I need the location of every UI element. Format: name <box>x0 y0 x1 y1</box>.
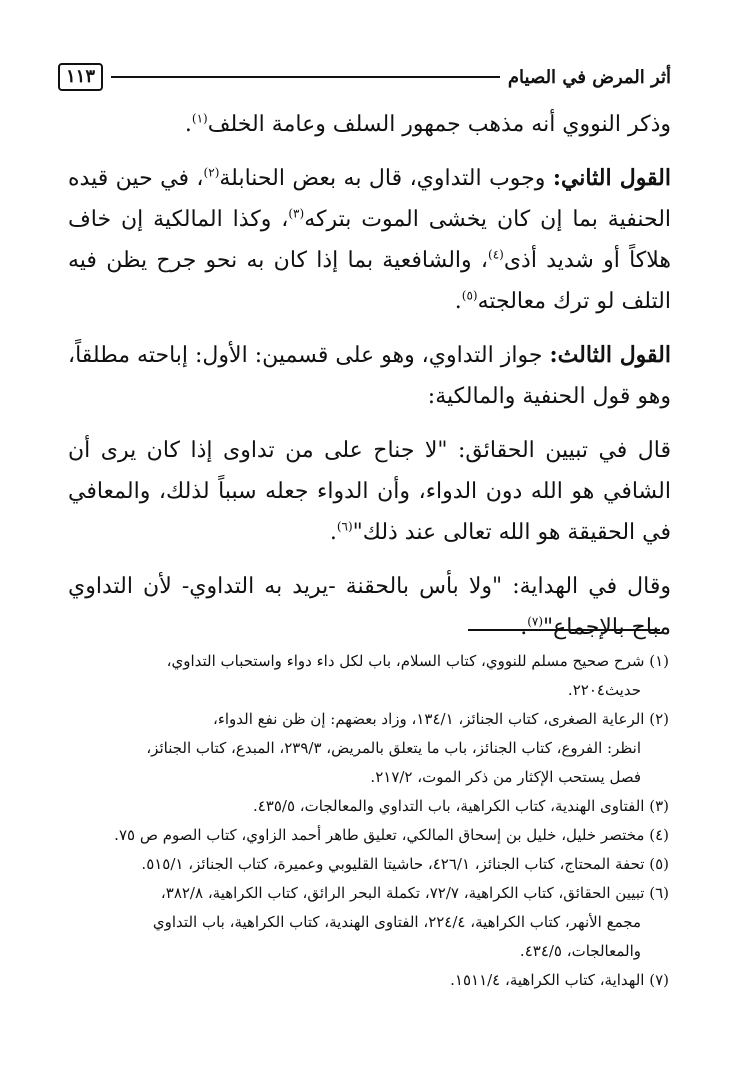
paragraph-5 <box>68 566 671 648</box>
paragraph-text: جواز التداوي، وهو على قسمين: الأول: إباحته مطلقاً، وهو قول الحنفية والمالكية: <box>68 343 671 409</box>
footnote-text: (٦) تبيين الحقائق، كتاب الكراهية، ٧٢/٧، تكملة البحر الرائق، كتاب الكراهية، ٣٨٢/٨، <box>160 884 669 902</box>
footnote-ref: (٣) <box>288 206 305 221</box>
footnote-ref: (٤) <box>488 247 504 262</box>
footnote-text: (٤) مختصر خليل، خليل بن إسحاق المالكي، تعليق طاهر أحمد الزاوي، كتاب الصوم ص ٧٥. <box>114 826 669 844</box>
paragraph-4 <box>68 430 671 553</box>
footnote-ref: (٢) <box>203 165 220 180</box>
footnote-6 <box>68 880 669 906</box>
paragraph-1 <box>68 104 671 145</box>
paragraph-text: ، والشافعية بما إذا كان به نحو جرح يظن فيه التلف لو ترك معالجته <box>68 248 671 314</box>
footnote-ref: (١) <box>191 111 208 126</box>
header-rule <box>111 76 500 78</box>
footnote-ref: (٦) <box>336 519 353 534</box>
main-text <box>68 104 671 661</box>
footnote-text: فصل يستحب الإكثار من ذكر الموت، ٢١٧/٢. <box>370 768 641 786</box>
footnote-text: مجمع الأنهر، كتاب الكراهية، ٢٢٤/٤، الفتاوى الهندية، كتاب الكراهية، باب التداوي <box>152 913 641 931</box>
footnote-ref: (٧) <box>527 614 544 629</box>
page-number: ١١٣ <box>58 63 103 91</box>
footnote-6-continued <box>68 938 669 964</box>
footnote-ref: (٥) <box>461 288 478 303</box>
footnote-text: (٣) الفتاوى الهندية، كتاب الكراهية، باب التداوي والمعالجات، ٤٣٥/٥. <box>252 797 669 815</box>
footnotes <box>68 648 669 996</box>
footnote-2-continued <box>68 764 669 790</box>
footnote-2 <box>68 706 669 732</box>
footnote-6-continued <box>68 909 669 935</box>
footnote-text: (٢) الرعاية الصغرى، كتاب الجنائز، ١٣٤/١، وزاد بعضهم: إن ظن نفع الدواء، <box>212 710 669 728</box>
footnote-1 <box>68 648 669 674</box>
period: . <box>520 615 528 640</box>
footnote-separator <box>468 629 660 631</box>
paragraph-text: وذكر النووي أنه مذهب جمهور السلف وعامة الخلف <box>207 112 671 137</box>
paragraph-text: قال في تبيين الحقائق: "لا جناح على من تداوى إذا كان يرى أن الشافي هو الله دون الدواء، وأن الدواء جعله سبباً لذلك، والمعافي في الحقيقة هو الله تعالى عند ذلك" <box>68 438 671 545</box>
footnote-1-continued <box>68 677 669 703</box>
paragraph-text: وجوب التداوي، قال به بعض الحنابلة <box>219 166 553 191</box>
footnote-text: (٧) الهداية، كتاب الكراهية، ١٥١١/٤. <box>450 971 669 989</box>
footnote-7 <box>68 967 669 993</box>
paragraph-2 <box>68 158 671 322</box>
footnote-2-continued <box>68 735 669 761</box>
footnote-text: انظر: الفروع، كتاب الجنائز، باب ما يتعلق بالمريض، ٢٣٩/٣، المبدع، كتاب الجنائز، <box>146 739 641 757</box>
period: . <box>329 520 337 545</box>
footnote-5 <box>68 851 669 877</box>
footnote-text: (١) شرح صحيح مسلم للنووي، كتاب السلام، باب لكل داء دواء واستحباب التداوي، <box>166 652 669 670</box>
period: . <box>184 112 192 137</box>
paragraph-text: ، وكذا المالكية إن خاف هلاكاً أو شديد أذى <box>68 207 671 273</box>
period: . <box>454 289 462 314</box>
page-header <box>58 62 671 92</box>
section-label: القول الثاني: <box>552 165 671 191</box>
paragraph-text: ، في حين قيده الحنفية بما إن كان يخشى الموت بتركه <box>68 166 672 232</box>
running-title: أثر المرض في الصيام <box>507 66 671 88</box>
footnote-3 <box>68 793 669 819</box>
section-label: القول الثالث: <box>549 342 671 368</box>
footnote-text: والمعالجات، ٤٣٤/٥. <box>519 942 641 960</box>
paragraph-text: وقال في الهداية: "ولا بأس بالحقنة -يريد به التداوي- لأن التداوي مباح بالإجماع" <box>68 574 671 640</box>
footnote-text: (٥) تحفة المحتاج، كتاب الجنائز، ٤٢٦/١، حاشيتا القليوبي وعميرة، كتاب الجنائز، ٥١٥/١. <box>141 855 669 873</box>
paragraph-3 <box>68 335 671 417</box>
footnote-text: حديث٢٢٠٤. <box>567 681 641 699</box>
footnote-4 <box>68 822 669 848</box>
